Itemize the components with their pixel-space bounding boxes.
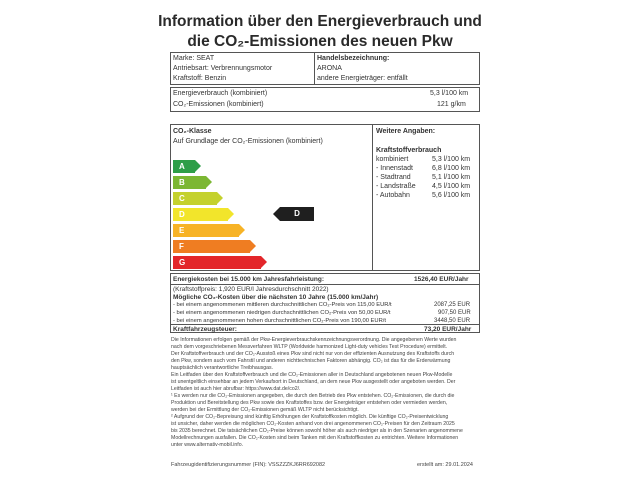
info-line: Produktion und Bereitstellung des Pkw sowie des Kraftstoffes bzw. der Energieträger entstehen oder vermieden werden, [171,400,448,406]
class-bar-e: E [173,224,239,237]
steuer-label: Kraftfahrzeugsteuer: [173,326,237,333]
info-line: nach dem vorgeschriebenen Messverfahren WLTP (Worldwide harmonized Light-duty vehicles Test Procedure) ermittelt. [171,344,448,350]
info-line: ist unsicher, daher werden die möglichen CO₂-Kosten anhand von drei angenommenen CO₂-Preisen für den Zeitraum 2025 [171,421,455,427]
co2-class-subheading: Auf Grundlage der CO₂-Emissionen (kombiniert) [173,138,323,145]
info-line: unter www.alternativ-mobil.info. [171,442,244,448]
co2-value: 121 g/km [437,101,466,108]
info-line: Ein Leitfaden über den Kraftstoffverbrauch und die CO₂-Emissionen aller in Deutschland angebotenen neuen Pkw-Modelle [171,372,453,378]
vehicle-divider [314,52,315,85]
co2-label: CO₂-Emissionen (kombiniert) [173,101,264,108]
fuel-row-value: 4,5 l/100 km [432,183,471,190]
info-line: Leitfaden ist auch hier abrufbar: https://www.dat.de/co2/. [171,386,301,392]
kraftstoffpreis: (Kraftstoffpreis: 1,920 EUR/l Jahresdurchschnitt 2022) [173,286,329,293]
kraftstoff: Kraftstoff: Benzin [173,75,227,82]
fuel-row-value: 5,6 l/100 km [432,192,471,199]
fuel-row-label: - Landstraße [376,183,416,190]
co2-class-heading: CO₂-Klasse [173,128,212,135]
info-line: ² Aufgrund der CO₂-Bepreisung sind künftig Erhöhungen der Kraftstoffkosten möglich. Die künftige CO₂-Preisentwicklung [171,414,449,420]
class-bar-a: A [173,160,195,173]
energiekosten-label: Energiekosten bei 15.000 km Jahresfahrleistung: [173,276,325,283]
info-line: ¹ Es werden nur die CO₂-Emissionen angegeben, die durch den Betrieb des Pkw entstehen. CO₂-Emissionen, die durch die [171,393,455,399]
co2-cost-row-label: - bei einem angenommenen mittleren durchschnittlichen CO₂-Preis von 115,00 EUR/t [173,302,392,308]
marke: Marke: SEAT [173,55,215,62]
info-line: den Pkw, sondern auch vom Fahrstil und anderen nichttechnischen Faktoren abhängig. CO₂ ist das für die Erderwärmung [171,358,451,364]
info-line: hauptsächlich verantwortliche Treibhausgas. [171,365,274,371]
info-line: Der Kraftstoffverbrauch und der CO₂-Ausstoß eines Pkw sind nicht nur von der effizienten Ausnutzung des Kraftstoffs durch [171,351,455,357]
fuel-row-value: 6,8 l/100 km [432,165,471,172]
page-title [0,12,640,52]
antriebsart: Antriebsart: Verbrennungsmotor [173,65,273,72]
fuel-row-label: - Stadtrand [376,174,411,181]
fin: Fahrzeugidentifizierungsnummer (FIN): VSSZZZKJ6RR692082 [171,462,326,468]
info-text-block [171,337,481,449]
co2-cost-row-label: - bei einem angenommenen niedrigen durchschnittlichen CO₂-Preis von 50,00 EUR/t [173,310,391,316]
title-line-1: Information über den Energieverbrauch und [158,13,482,30]
fuel-heading: Kraftstoffverbrauch [376,147,442,154]
title-line-2: die CO₂-Emissionen des neuen Pkw [187,33,453,50]
info-line: Die Informationen erfolgen gemäß der Pkw-Energieverbrauchskennzeichnungsverordnung. Die angegebenen Werte wurden [171,337,457,343]
class-bar-d: D [173,208,228,221]
andere-energietraeger: andere Energieträger: entfällt [317,75,408,82]
steuer-value: 73,20 EUR/Jahr [424,326,472,333]
fuel-row-value: 5,3 l/100 km [432,156,471,163]
class-bar-b: B [173,176,206,189]
fuel-row-label: - Innenstadt [376,165,413,172]
co2-cost-row-value: 3448,50 EUR [434,318,471,324]
handelsbezeichnung-value: ARONA [317,65,342,72]
class-bar-c: C [173,192,217,205]
energy-label: Energieverbrauch (kombiniert) [173,90,268,97]
co2-divider [372,124,373,271]
co2-cost-row-label: - bei einem angenommenen hohen durchschnittlichen CO₂-Preis von 190,00 EUR/t [173,318,386,324]
energiekosten-value: 1526,40 EUR/Jahr [414,276,469,283]
energy-value: 5,3 l/100 km [430,90,469,97]
fuel-row-label: - Autobahn [376,192,410,199]
handelsbezeichnung-label: Handelsbezeichnung: [317,55,390,62]
class-bar-f: F [173,240,250,253]
co2-cost-row-value: 2087,25 EUR [434,302,471,308]
fuel-row-value: 5,1 l/100 km [432,174,471,181]
details-heading: Weitere Angaben: [376,128,436,135]
info-line: Modellrechnungen ausfallen. Die CO₂-Kosten sind beim Tanken mit den Kraftstoffkosten zu entrichten. Weitere Informationen [171,435,459,441]
info-line: ist unentgeltlich einsehbar an jedem Verkaufsort in Deutschland, an dem neue Pkw ausgestellt oder angeboten werden. Der [171,379,456,385]
created-date: erstellt am: 29.01.2024 [417,462,473,468]
class-bar-g: G [173,256,261,269]
co2-kosten-label: Mögliche CO₂-Kosten über die nächsten 10 Jahre (15.000 km/Jahr) [173,294,379,301]
info-line: bis 2035 berechnet. Die tatsächlichen CO₂-Preise können sowohl höher als auch niedriger als in den Szenarien angenommene [171,428,463,434]
info-line: werden bei der Ermittlung der CO₂-Emissionen gemäß WLTP nicht berücksichtigt. [171,407,359,413]
co2-cost-row-value: 907,50 EUR [438,310,471,316]
current-class-marker: D [280,207,314,221]
fuel-row-label: kombiniert [376,156,409,163]
